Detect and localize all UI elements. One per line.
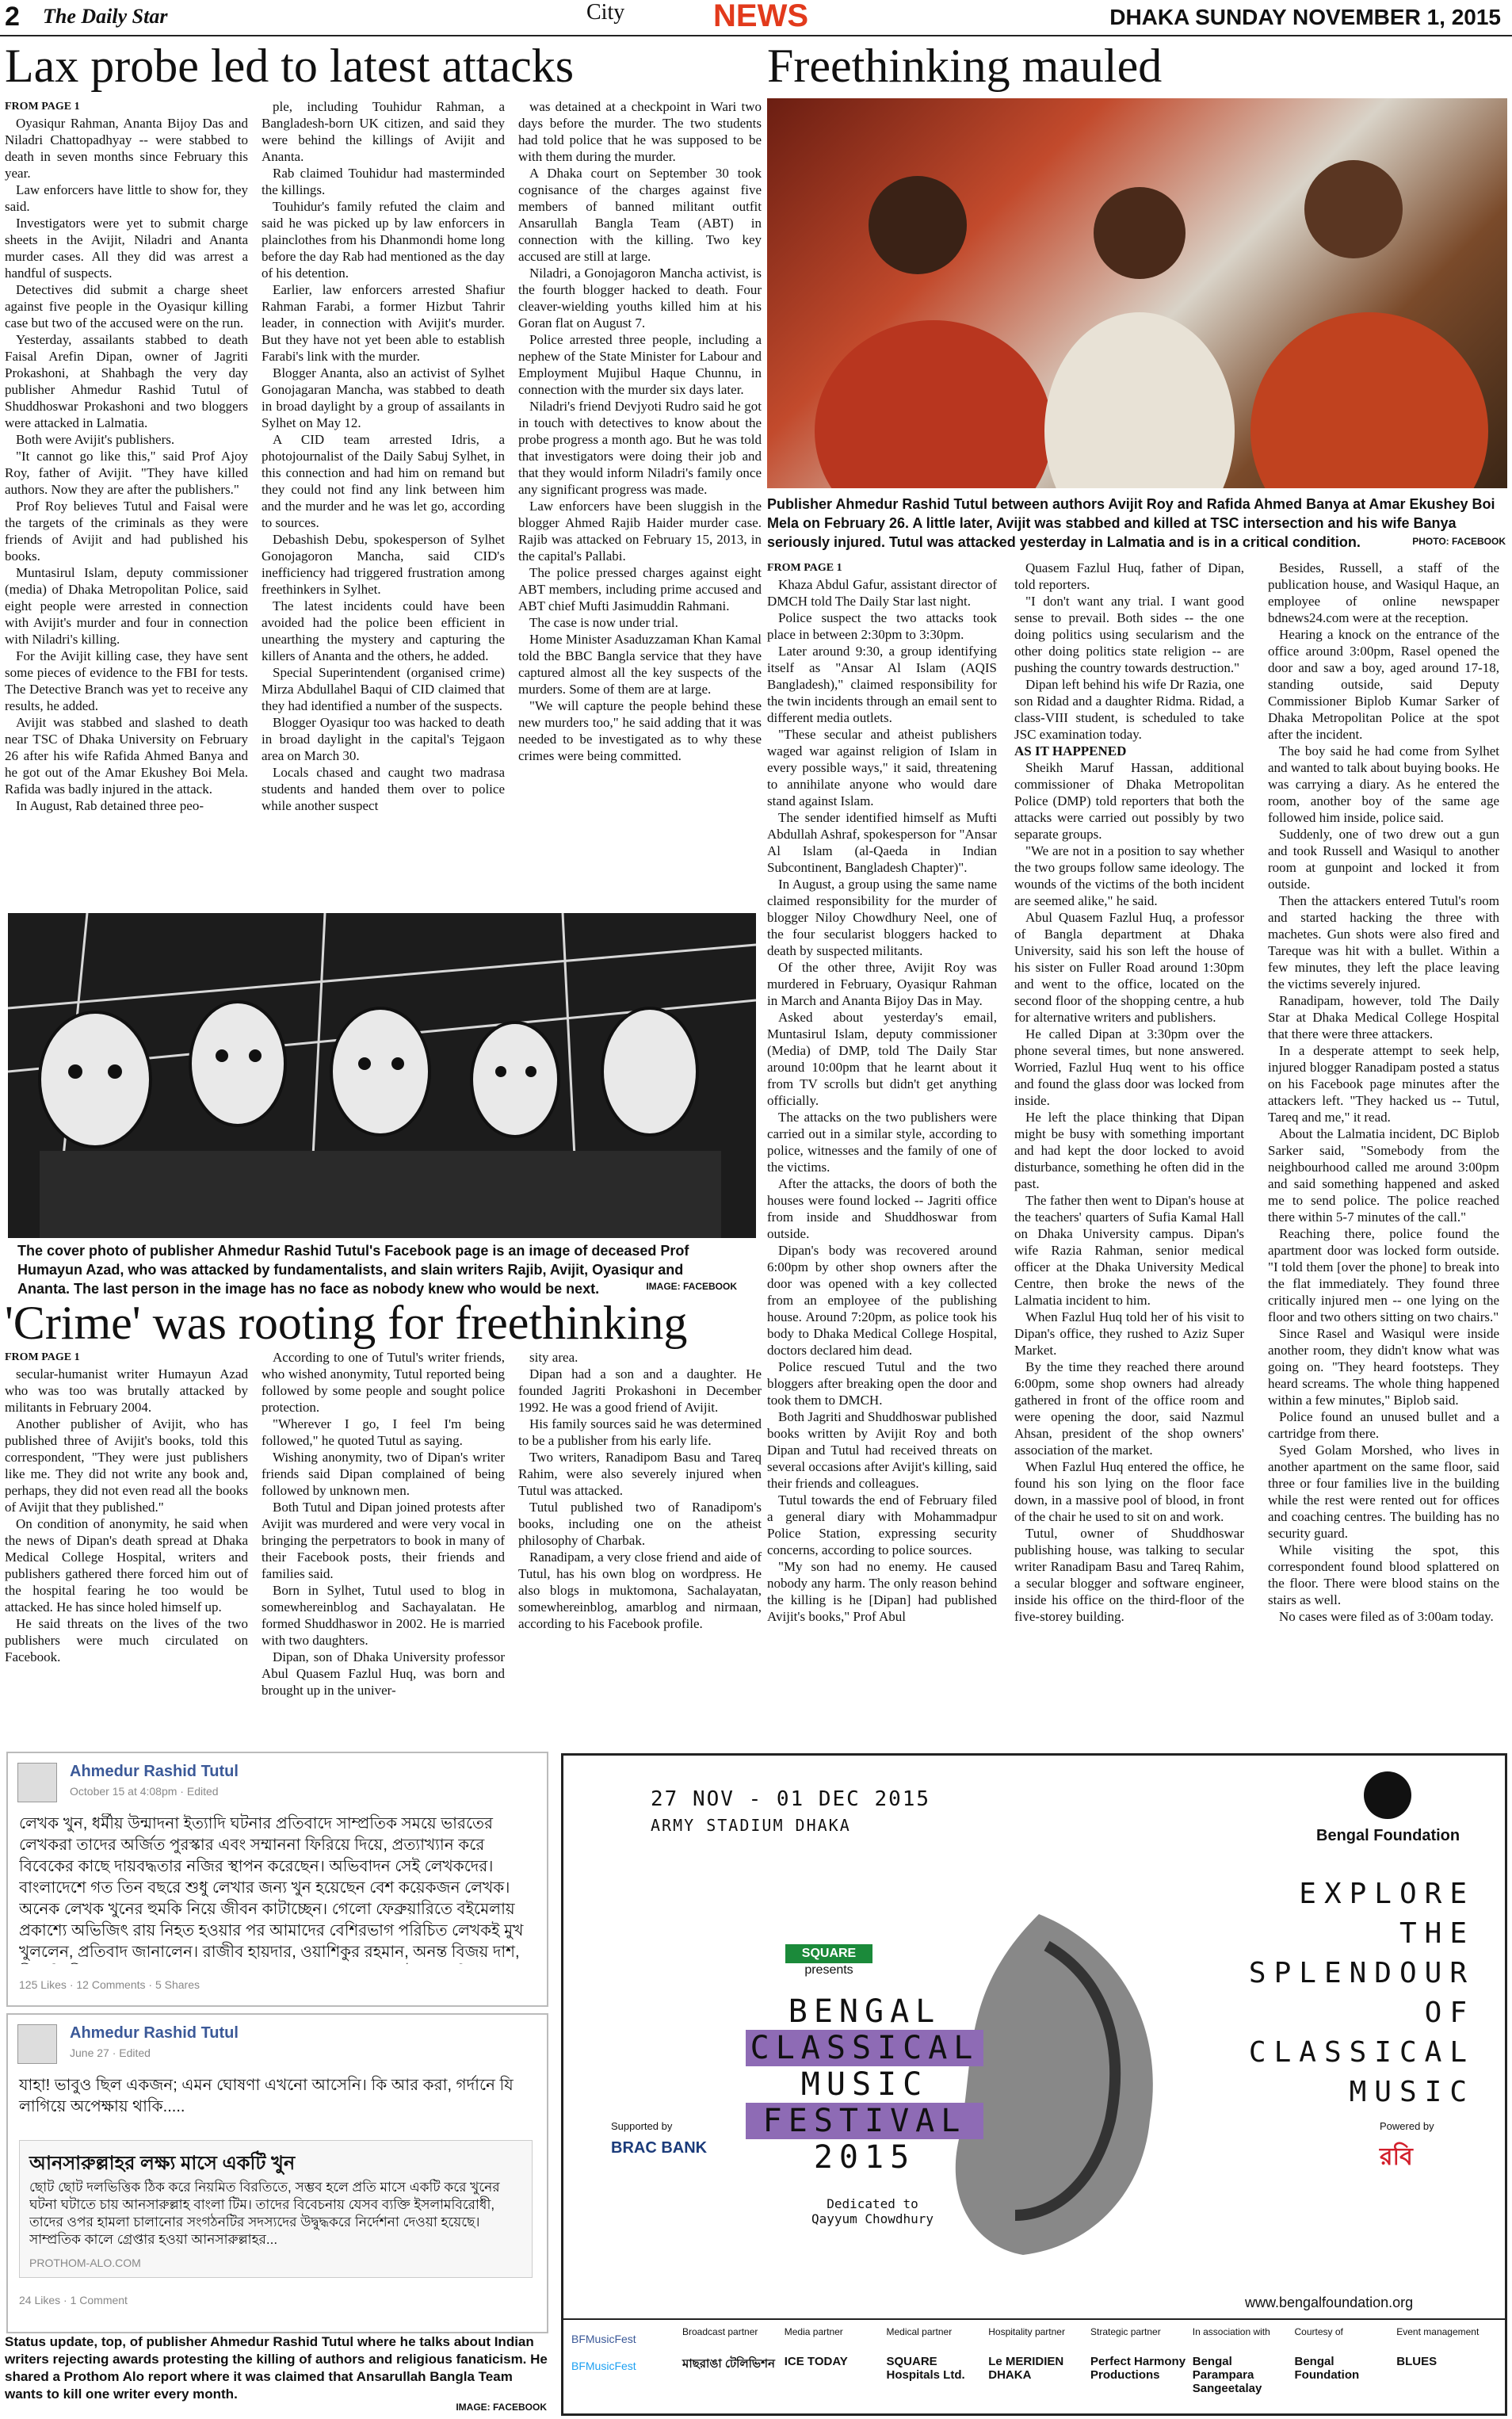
tagline-line: SPLENDOUR [1248,1957,1475,1989]
facebook-post-2 [6,2013,548,2333]
robi-logo: রবি [1380,2143,1413,2171]
partner-labels [682,2326,1499,2337]
tagline-line: MUSIC [1349,2076,1475,2108]
paragraph: AS IT HAPPENED [1014,743,1127,759]
paragraph: Police suspect the two attacks took place in between 2:30pm to 3:30pm. [767,610,997,642]
paragraph: Another publisher of Avijit, who has published three of Avijit's books, told this correspondent, "They were just publishers like me. They did not write any book and, perhaps, they did not even read all the books of Avijit that they published." [5,1416,248,1515]
twitter-link[interactable]: BFMusicFest [571,2360,636,2372]
paragraph: He left the place thinking that Dipan might be busy with something important and had kept the door locked to avoid disturbance, something he often did in the past. [1014,1110,1244,1191]
partner-item: Broadcast partner [682,2326,758,2337]
paragraph: In August, a group using the same name claimed responsibility for the murder of blogger Niloy Chowdhury Neel, one of the four secularist bloggers hacked to death by suspected militants. [767,877,997,958]
paragraph: Law enforcers have been sluggish in the blogger Ahmed Rajib Haider murder case. Rajib was attacked on February 15, 2013, in the capital's Pallabi. [518,499,762,564]
story2-col1-body [767,576,997,1625]
partner-item: In association with [1192,2326,1270,2337]
paragraph: Reaching there, police found the apartment door was locked form outside. "I told them [over the phone] to break into the flat immediately. They found three critically injured men -- one lying on the floor and two others sitting on two chairs." [1268,1226,1499,1324]
post-meta: October 15 at 4:08pm · Edited [70,1785,219,1798]
festival-title [746,1993,983,2176]
paragraph: ple, including Touhidur Rahman, a Bangladesh-born UK citizen, and said they were behind the killings of Avijit and Ananta. [262,99,505,164]
dedicated-label: Dedicated to [827,2196,918,2211]
festival-line: 2015 [813,2139,916,2176]
paragraph: After the attacks, the doors of both the houses were found locked -- Jagriti office from inside and Shuddhoswar from outside. [767,1176,997,1241]
story1-headline: Lax probe led to latest attacks [5,40,575,92]
paragraph: Tutul towards the end of February filed a general diary with Mohammadpur Police Station, expressing security concerns, according to police sources. [767,1492,997,1557]
paragraph: The boy said he had come from Sylhet and wanted to talk about buying books. He was carrying a diary. As he entered the room, another boy of the same age followed him inside, police said. [1268,743,1499,825]
paragraph: The case is now under trial. [529,615,678,630]
post-text: যাহা! ভাবুও ছিল একজন; এমন ঘোষণা এখনো আসেনি। কি আর করা, গর্দানে যি লাগিয়ে অপেক্ষায় থাকি..... [19,2077,514,2115]
story2-col2 [1014,560,1244,1625]
paragraph: "These secular and atheist publishers waged war against religion of Islam in every possible ways," it said, threatening to annihilate anyone who would dare stand against Islam. [767,727,997,808]
ad-venue: ARMY STADIUM DHAKA [651,1816,851,1835]
avatar [17,2024,57,2064]
paragraph: The father then went to Dipan's house at the teachers' quarters of Sufia Kamal Hall on Dhaka University campus. Dipan's wife Razia Rahman, senior medical officer at the Dhaka University Medical Centre, then broke the news of the Lalmatia incident to him. [1014,1193,1244,1308]
paragraph: Both Jagriti and Shuddhoswar published books written by Avijit Roy and both Dipan and Tutul had received threats on several occasions after Avijit's killing, said their friends and colleagues. [767,1409,997,1491]
post-author[interactable]: Ahmedur Rashid Tutul [70,2024,239,2042]
paragraph: Niladri's friend Devjyoti Rudro said he got in touch with detectives to know about the probe progress a month ago. But he was told that investigators were doing their job and that they would inform Niladri's family once any significant progress was made. [518,399,762,497]
from-page-label: FROM PAGE 1 [5,1351,80,1363]
sketch-illustration [8,913,756,1238]
partner-item: Courtesy of [1294,2326,1343,2337]
paragraph: Both Tutul and Dipan joined protests after Avijit was murdered and were very vocal in bringing the perpetrators to book in many of their Facebook posts, their friends and families said. [262,1500,505,1581]
paragraph: The police pressed charges against eight ABT members, including prime accused and ABT chief Mufti Jasimuddin Rahmani. [518,565,762,613]
tagline-line: EXPLORE [1299,1878,1475,1910]
story3-col3 [518,1349,762,1632]
paragraph: Dipan had a son and a daughter. He founded Jagriti Prokashoni in December 1992. He was a good friend of Avijit. [518,1366,762,1415]
paragraph: The attacks on the two publishers were carried out in a similar style, according to police, witnesses and the family of one of the victims. [767,1110,997,1175]
paragraph: Muntasirul Islam, deputy commissioner (media) of Dhaka Metropolitan Police, said eight people were arrested in connection with Avijit's murder and four in connection with Niladri's killing. [5,565,248,647]
partner-item: Bengal Parampara Sangeetalay [1192,2355,1262,2395]
story2-headline: Freethinking mauled [767,40,1163,92]
paragraph: Law enforcers have little to show for, they said. [5,182,248,214]
paragraph: Khaza Abdul Gafur, assistant director of DMCH told The Daily Star last night. [767,577,997,609]
paragraph: Ranadipam, however, told The Daily Star at Dhaka Medical College Hospital that there were three attackers. [1268,993,1499,1041]
story2-photo-credit: PHOTO: FACEBOOK [1412,536,1506,547]
partner-item: Perfect Harmony Productions [1090,2355,1186,2382]
partner-item: Medical partner [886,2326,953,2337]
partner-item: Bengal Foundation [1294,2355,1360,2382]
paragraph: "It cannot go like this," said Prof Ajoy Roy, father of Avijit. "They have killed authors. Now they are after the publishers." [5,449,248,497]
story3-col1 [5,1349,248,1665]
dedicatee-name: Qayyum Chowdhury [811,2211,934,2226]
masthead [0,0,1512,36]
section-label: City [586,0,625,25]
partner-item: মাছরাঙা টেলিভিশন [682,2357,775,2371]
post-author[interactable]: Ahmedur Rashid Tutul [70,1763,239,1780]
bengal-foundation-icon [1364,1771,1411,1819]
paragraph: His family sources said he was determined to be a publisher from his early life. [518,1416,762,1448]
tagline-line: THE [1399,1917,1475,1950]
partner-item: Media partner [784,2326,843,2337]
paragraph: Later around 9:30, a group identifying itself as "Ansar Al Islam (AQIS Bangladesh)," claimed responsibility for the twin incidents through an email sent to different media outlets. [767,644,997,725]
news-label: NEWS [713,0,808,33]
paragraph: A CID team arrested Idris, a photojournalist of the Daily Sabuj Sylhet, in this connection and had him on remand but they could not find any link between him and the murder and he was let go, according to sources. [262,432,505,530]
facebook-post-1 [6,1752,548,2007]
paragraph: Special Superintendent (organised crime) Mirza Abdullahel Baqui of CID claimed that they had identified a number of the suspects. [262,665,505,713]
paragraph: In August, Rab detained three peo- [16,798,204,813]
link-title: আনসারুল্লাহর লক্ষ্য মাসে একটি খুন [29,2153,296,2174]
ad-dates: 27 NOV - 01 DEC 2015 [651,1787,931,1811]
paragraph: Blogger Ananta, also an activist of Sylhet Gonojagaran Mancha, was stabbed to death in broad daylight by a group of assailants in Sylhet on May 12. [262,365,505,430]
paragraph: was detained at a checkpoint in Wari two days before the murder. The two students had told police that he was supposed to be with them during the murder. [518,99,762,164]
partner-item: Event management [1396,2326,1480,2337]
dedication [793,2196,952,2226]
ad-tagline [1150,1874,1475,2112]
paragraph: Two writers, Ranadipom Basu and Tareq Rahim, were also severely injured when Tutul was attacked. [518,1450,762,1498]
paragraph: On condition of anonymity, he said when the news of Dipan's death spread at Dhaka Medical College Hospital, writers and publishers gathered there forced him out of the hospital fearing he too would be attacked. He has since holed himself up. [5,1516,248,1615]
paragraph: Police rescued Tutul and the two bloggers after breaking open the door and took them to DMCH. [767,1359,997,1408]
paragraph: Yesterday, assailants stabbed to death Faisal Arefin Dipan, owner of Jagriti Prokashoni, at Shahbagh the very day publisher Ahmedur Rashid Tutul of Shuddhoswar Prokashoni and two bloggers were attacked in Lalmatia. [5,332,248,430]
dateline: DHAKA SUNDAY NOVEMBER 1, 2015 [1109,5,1501,29]
paragraph: Debashish Debu, spokesperson of Sylhet Gonojagoron Mancha, said CID's inefficiency had triggered frustration among freethinkers in Sylhet. [262,532,505,597]
supported-by-label: Supported by [611,2120,673,2132]
story1-col1-body [5,115,248,814]
paragraph: By the time they reached there around 6:00pm, some shop owners had already gathered in front of the office room and were opening the door, said Nazmul Ahsan, president of the shop owners' association of the market. [1014,1359,1244,1458]
foundation-name: Bengal Foundation [1316,1827,1460,1844]
paragraph: According to one of Tutul's writer friends, who wished anonymity, Tutul reported being followed by some people and sought police protection. [262,1350,505,1415]
paragraph: When Fazlul Huq entered the office, he found his son lying on the floor face down, in a massive pool of blood, in front of the chair he used to sit on and work. [1014,1459,1244,1524]
page-number: 2 [5,2,20,32]
festival-line: BENGAL [788,1993,941,2030]
festival-line: FESTIVAL [746,2103,983,2139]
avatar [17,1763,57,1802]
social-links [571,2333,636,2372]
bengal-festival-ad[interactable] [561,1753,1507,2416]
paragraph: Tutul, owner of Shuddhoswar publishing house, was talking to secular writer Ranadipam Basu and Tareq Rahim, a secular blogger and software engineer, inside his office on the third-floor of the five-storey building. [1014,1526,1244,1624]
paragraph: Asked about yesterday's email, Muntasirul Islam, deputy commissioner (Media) of DMP, told The Daily Star around 10:00pm that he learnt about it from TV scrolls but didn't get anything officially. [767,1010,997,1108]
story1-col2 [262,98,505,814]
story3-col1-body [5,1366,248,1665]
partner-item: ICE TODAY [784,2355,848,2368]
photo-people-icon [767,98,1507,488]
paragraph: Dipan left behind his wife Dr Razia, one son Ridad and a daughter Ridma. Ridad, a class-VIII student, is scheduled to take JSC examination today. [1014,677,1244,742]
paragraph: sity area. [529,1350,578,1365]
sketch-credit: IMAGE: FACEBOOK [646,1281,737,1292]
powered-by-label: Powered by [1380,2120,1434,2132]
paragraph: secular-humanist writer Humayun Azad who was too was brutally attacked by militants in February 2004. [5,1366,248,1415]
paragraph: Blogger Oyasiqur too was hacked to death in broad daylight in the capital's Tejgaon area on March 30. [262,715,505,763]
story2-photo [767,98,1507,488]
story2-col1 [767,560,997,1625]
paragraph: In a desperate attempt to seek help, injured blogger Ranadipam posted a status on his Facebook page minutes after the attackers left. "They hacked us -- Tutul, Tareq and me," it read. [1268,1043,1499,1125]
story1-col1 [5,98,248,814]
square-logo [785,1944,872,1978]
paragraph: The latest incidents could have been avoided had the police been efficient in unearthing the mystery and capturing the killers of Ananta and the others, he added. [262,598,505,663]
paragraph: Prof Roy believes Tutul and Faisal were the targets of the criminals as they were friends of Avijit and had published his books. [5,499,248,564]
paragraph: Detectives did submit a charge sheet against five people in the Oyasiqur killing case but two of the accused were on the run. [5,282,248,331]
paragraph: Investigators were yet to submit charge sheets in the Avijit, Niladri and Ananta murder cases. All they did was arrest a handful of suspects. [5,216,248,281]
paragraph: Avijit was stabbed and slashed to death near TSC of Dhaka University on February 26 after his wife Rafida Ahmed Banya and he got out of the Amar Ekushey Boi Mela. Rafida was badly injured in the attack. [5,715,248,797]
tagline-line: OF [1424,1997,1475,2029]
story1-col3 [518,98,762,764]
paragraph: Home Minister Asaduzzaman Khan Kamal told the BBC Bangla service that they have captured almost all the key suspects of the murders. Some of them are at large. [518,632,762,697]
paragraph: Of the other three, Avijit Roy was murdered in February, Oyasiqur Rahman in March and Ananta Bijoy Das in May. [767,960,997,1008]
facebook-cover-sketch [8,913,756,1238]
paragraph: "We will capture the people behind these new murders too," he said adding that it was needed to be investigated as to why these crimes were being committed. [518,698,762,763]
paragraph: Besides, Russell, a staff of the publication house, and Wasiqul Haque, an employee of online newspaper bdnews24.com were at the reception. [1268,560,1499,625]
sketch-caption: The cover photo of publisher Ahmedur Rashid Tutul's Facebook page is an image of deceased Prof Humayun Azad, who was attacked by fundamentalists, and slain writers Rajib, Avijit, Oyasiqur and Ananta. The last person in the image has no face as nobody knew who would be next. [17,1243,689,1297]
shared-link-card[interactable] [19,2140,533,2278]
facebook-link[interactable]: BFMusicFest [571,2333,636,2345]
story2-col3 [1268,560,1499,1625]
paragraph: Locals chased and caught two madrasa students and handed them over to police while another suspect [262,765,505,813]
paragraph: When Fazlul Huq told her of his visit to Dipan's office, they rushed to Aziz Super Market. [1014,1309,1244,1358]
ad-divider [563,2318,1505,2320]
paragraph: Abul Quasem Fazlul Huq, a professor of Bangla department at Dhaka University, said his son left the house of his sister on Fuller Road around 1:30pm and went to the office, located on the second floor of the shopping centre, a hub for alternative writers and publishers. [1014,910,1244,1025]
presents-label: presents [804,1963,853,1977]
tagline-line: CLASSICAL [1248,2036,1475,2069]
paragraph: Earlier, law enforcers arrested Shafiur Rahman Farabi, a former Hizbut Tahrir leader, in connection with Avijit's murder. But they have not yet been able to establish Farabi's link with the murder. [262,282,505,364]
paragraph: "My son had no enemy. He caused nobody any harm. The only reason behind the killing is he [Dipan] had published Avijit's books," Prof Abul [767,1559,997,1624]
from-page-label: FROM PAGE 1 [5,101,80,113]
paragraph: "Wherever I go, I feel I'm being followed," he quoted Tutul as saying. [262,1416,505,1448]
festival-line: CLASSICAL [746,2030,983,2066]
link-source: PROTHOM-ALO.COM [29,2257,141,2269]
link-text: ছোট ছোট দলভিত্তিক ঠিক করে নিয়মিত বিরতিতে, সম্ভব হলে প্রতি মাসে একটি করে খুনের ঘটনা ঘটাতে চায় আনসারুল্লাহ বাংলা টিম। তাদের বিবেচনায় যেসব ব্যক্তি ইসলামবিরোধী, তাদের ওপর হামলা চালানোর সংগঠনটির সদস্যদের উদ্বুদ্ধকরে নির্দেশনা দেওয়া হয়েছে। সাম্প্রতিক কালে গ্রেপ্তার হওয়া আনসারুল্লাহর... [29,2180,500,2247]
paragraph: Quasem Fazlul Huq, father of Dipan, told reporters. [1014,560,1244,592]
paragraph: No cases were filed as of 3:00am today. [1279,1609,1494,1624]
paragraph: Born in Sylhet, Tutul used to blog in somewhereinblog and Sachayalatan. He formed Shuddhaswor in 2002. He is married with two daughters. [262,1583,505,1648]
paragraph: Ranadipam, a very close friend and aide of Tutul, has his own blog on wordpress. He also blogs in muktomona, Sachalayatan, somewhereinblog, amarblog and nirmaan, according to his Facebook profile. [518,1550,762,1631]
paragraph: Police arrested three people, including a nephew of the State Minister for Labour and Employment Mujibul Haque Chunnu, in connection with the murder six days later. [518,332,762,397]
paper-name: The Daily Star [43,5,168,28]
partner-item: Hospitality partner [988,2326,1065,2337]
paragraph: Oyasiqur Rahman, Ananta Bijoy Das and Niladri Chattopadhyay -- were stabbed to death in seven months since February this year. [5,116,248,181]
sponsor-name: SQUARE [785,1944,872,1963]
paragraph: Police found an unused bullet and a cartridge from there. [1268,1409,1499,1441]
partner-item: BLUES [1396,2355,1438,2368]
festival-line: MUSIC [800,2066,929,2103]
story3-col2 [262,1349,505,1699]
post-stats: 24 Likes · 1 Comment [19,2294,128,2306]
story2-photo-caption: Publisher Ahmedur Rashid Tutul between authors Avijit Roy and Rafida Ahmed Banya at Amar Ekushey Boi Mela on February 26. A little later, Avijit was stabbed and killed at TSC intersection and his wife Banya seriously injured. Tutul was attacked yesterday in Lalmatia and is in a critical condition. [767,496,1495,550]
paragraph: For the Avijit killing case, they have sent some pieces of evidence to the FBI for tests. The Detective Branch was yet to receive any results, he added. [5,648,248,713]
paragraph: Suddenly, one of two drew out a gun and took Russell and Wasiqul to another room at gunpoint and locked it from outside. [1268,827,1499,892]
partner-item: SQUARE Hospitals Ltd. [886,2355,965,2382]
brac-bank-logo: BRAC BANK [611,2139,708,2157]
paragraph: He called Dipan at 3:30pm over the phone several times, but none answered. Worried, Fazlul Huq went to his office and found the glass door was locked from inside. [1014,1026,1244,1108]
paragraph: Hearing a knock on the entrance of the office around 3:00pm, Rasel opened the door and saw a boy, aged around 17-18, standing outside, said Deputy Commissioner Biplob Kumar Sarker of Dhaka Metropolitan Police at the spot after the incident. [1268,627,1499,742]
paragraph: Rab claimed Touhidur had masterminded the killings. [262,166,505,197]
ad-website[interactable]: www.bengalfoundation.org [1245,2295,1414,2310]
partner-item: Strategic partner [1090,2326,1161,2337]
partner-item: Le MERIDIEN DHAKA [988,2355,1064,2382]
paragraph: A Dhaka court on September 30 took cognisance of the charges against five members of banned militant outfit Ansarullah Bangla Team (ABT) in connection with the killing. Two key accused are still at large. [518,166,762,264]
from-page-label: FROM PAGE 1 [767,562,842,574]
post-meta: June 27 · Edited [70,2046,151,2059]
paragraph: Tutul published two of Ranadipom's books, including one on the atheist philosophy of Charbak. [518,1500,762,1548]
paragraph: Since Rasel and Wasiqul were inside another room, they didn't know what was going on. "They heard footsteps. They heard screams. The whole thing happened within a few minutes," Biplob said. [1268,1326,1499,1408]
paragraph: Dipan's body was recovered around 6:00pm by other shop owners after the door was opened with a key collected from an employee of the publishing house. Around 7:20pm, as police took his body to Dhaka Medical College Hospital, doctors declared him dead. [767,1243,997,1358]
paragraph: Touhidur's family refuted the claim and said he was picked up by law enforcers in plainclothes from his Dhanmondi home long before the day Rab had mentioned as the day of his detention. [262,199,505,281]
paragraph: "I don't want any trial. I want good sense to prevail. Both sides -- the one doing politics using secularism and the other doing politics state religion -- are pushing the country towards destruction." [1014,594,1244,675]
paragraph: Both were Avijit's publishers. [16,432,175,447]
paragraph: Sheikh Maruf Hassan, additional commissioner of Dhaka Metropolitan Police (DMP) told reporters that both the attacks were carried out possibly by two separate groups. [1014,760,1244,842]
paragraph: The sender identified himself as Mufti Abdullah Ashraf, spokesperson for "Ansar Al Islam (al-Qaeda in Indian Subcontinent, Bangladesh Chapter)". [767,810,997,875]
facebook-caption: Status update, top, of publisher Ahmedur Rashid Tutul where he talks about Indian writers rejecting awards protesting the killing of authors and religious fanaticism. He shared a Prothom Alo report where it was claimed that Ansarullah Bangla Team wants to kill one writer every month. [5,2334,548,2402]
paragraph: About the Lalmatia incident, DC Biplob Sarker said, "Somebody from the neighbourhood called me around 3:00pm and said something happened and asked me to send police. The police reached there within 5-7 minutes of the call." [1268,1126,1499,1225]
post-stats: 125 Likes · 12 Comments · 5 Shares [19,1978,200,1991]
paragraph: Dipan, son of Dhaka University professor Abul Quasem Fazlul Huq, was born and brought up in the univer- [262,1649,505,1698]
story3-headline: 'Crime' was rooting for freethinking [5,1297,688,1349]
paragraph: While visiting the spot, this correspondent found blood splattered on the floor. There were blood stains on the stairs as well. [1268,1542,1499,1607]
facebook-credit: IMAGE: FACEBOOK [456,2402,547,2413]
paragraph: Then the attackers entered Tutul's room and started hacking the three with machetes. Gun shots were also fired and Tareque was hit with a bullet. Within a few minutes, they left the place leaving the victims severely injured. [1268,893,1499,992]
paragraph: He said threats on the lives of the two publishers were much circulated on Facebook. [5,1616,248,1664]
paragraph: Niladri, a Gonojagoron Mancha activist, is the fourth blogger hacked to death. Four cleaver-wielding youths killed him at his Goran flat on August 7. [518,266,762,331]
paragraph: "We are not in a position to say whether the two groups follow same ideology. The wounds of the victims of the both incident are seemed alike," he said. [1014,843,1244,908]
partner-logos [682,2355,1499,2395]
post-text: লেখক খুন, ধর্মীয় উন্মাদনা ইত্যাদি ঘটনার প্রতিবাদে সাম্প্রতিক সময়ে ভারতের লেখকরা তাদের অর্জিত পুরস্কার এবং সম্মাননা ফিরিয়ে দিয়ে, প্রত্যাখ্যান করে বিবেকের কাছে দায়বদ্ধতার নজির স্থাপন করেছেন। অভিবাদন সেই লেখকদের। বাংলাদেশে গত তিন বছরে শুধু লেখার জন্য খুন হয়েছেন বেশ কয়েকজন লেখক। অনেক লেখক খুনের হুমকি নিয়ে জীবন কাটাচ্ছেন। গেলো ফেব্রুয়ারিতে বইমেলায় প্রকাশ্যে অভিজিৎ রায় নিহত হওয়ার পর আমাদের বেশিরভাগ পরিচিত লেখকই মুখ খুললেন, প্রতিবাদ জানালেন। রাজীব হায়দার, ওয়াশিকুর রহমান, অনন্ত বিজয় দাশ, [19,1815,524,1961]
paragraph: Syed Golam Morshed, who lives in another apartment on the same floor, said three or four families live in the building while the rest were rented out for offices and coaching centres. The building has no security guard. [1268,1443,1499,1541]
paragraph: Wishing anonymity, two of Dipan's writer friends said Dipan complained of being followed by unknown men. [262,1450,505,1498]
